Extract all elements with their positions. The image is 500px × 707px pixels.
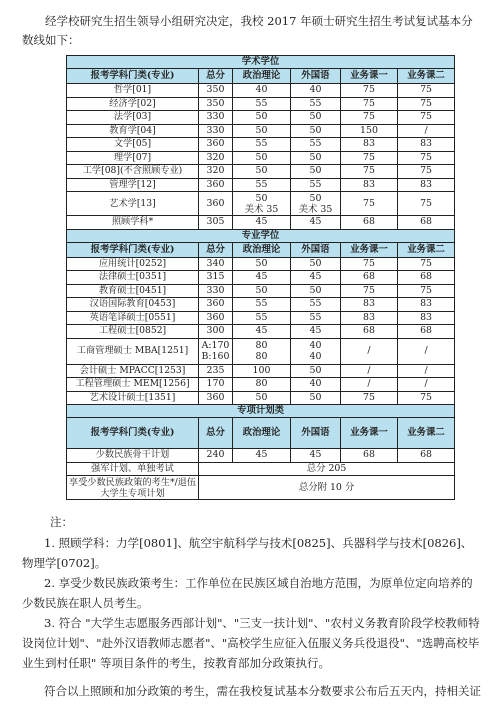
table-row	[67, 178, 455, 192]
table-cell: 360	[199, 391, 233, 405]
header-row	[67, 69, 455, 84]
table-cell: 50	[233, 257, 291, 271]
table-cell	[233, 192, 291, 216]
table-cell: 管理学[12]	[67, 178, 199, 192]
score-table	[66, 55, 455, 500]
table-cell: 55	[233, 298, 291, 312]
cell-line: 50	[309, 192, 322, 204]
table-cell: 45	[233, 449, 291, 463]
table-cell: /	[341, 338, 398, 364]
table-row	[67, 151, 455, 165]
table-cell: 45	[233, 271, 291, 285]
cell-line: A:170	[201, 340, 230, 351]
table-cell	[291, 192, 341, 216]
cell-line: B:160	[201, 351, 230, 362]
table-cell: 理学[07]	[67, 151, 199, 165]
table-cell: 40	[291, 84, 341, 98]
table-cell: 360	[199, 178, 233, 192]
table-cell: 业务课二	[398, 242, 455, 257]
table-cell: 45	[233, 325, 291, 339]
table-cell: 305	[199, 216, 233, 230]
table-cell: /	[398, 338, 455, 364]
table-cell: 55	[233, 97, 291, 111]
table-row	[67, 124, 455, 138]
table-cell: /	[398, 124, 455, 138]
table-cell: 50	[291, 151, 341, 165]
table-cell: 240	[199, 449, 233, 463]
table-cell: 教育学[04]	[67, 124, 199, 138]
table-cell: 68	[398, 216, 455, 230]
table-row	[67, 84, 455, 98]
table-cell: 业务课二	[398, 69, 455, 84]
table-cell: 50	[233, 284, 291, 298]
table-cell: 75	[398, 391, 455, 405]
table-cell: 45	[291, 271, 341, 285]
cell-line: 50	[255, 192, 268, 204]
table-cell: /	[398, 364, 455, 378]
table-cell: 业务课一	[341, 418, 398, 449]
table-cell: 55	[233, 311, 291, 325]
table-row	[67, 97, 455, 111]
table-cell: 83	[341, 311, 398, 325]
table-row	[67, 271, 455, 285]
table-cell: 专业学位	[67, 229, 455, 242]
table-cell: 80	[233, 378, 291, 392]
table-cell: 170	[199, 378, 233, 392]
table-cell: 教育硕士[0451]	[67, 284, 199, 298]
table-cell: 68	[398, 271, 455, 285]
table-cell: 报考学科门类(专业)	[67, 418, 199, 449]
cell-line: 40	[309, 351, 322, 362]
table-cell: 68	[341, 325, 398, 339]
header-row	[67, 242, 455, 257]
table-cell: 业务课一	[341, 69, 398, 84]
table-cell: 330	[199, 284, 233, 298]
table-cell: 235	[199, 364, 233, 378]
table-cell: 强军计划、单独考试	[67, 462, 199, 476]
cell-line: 80	[255, 340, 268, 351]
table-row	[67, 338, 455, 364]
table-cell: 外国语	[291, 418, 341, 449]
table-row	[67, 138, 455, 152]
table-cell: 报考学科门类(专业)	[67, 69, 199, 84]
table-cell: 75	[341, 111, 398, 125]
table-row	[67, 391, 455, 405]
note-1: 1. 照顾学科：力学[0801]、航空宇航科学与技术[0825]、兵器科学与技术[0826]、物理学[0702]。	[22, 536, 473, 570]
table-row	[67, 257, 455, 271]
table-cell: 340	[199, 257, 233, 271]
table-cell: 75	[341, 284, 398, 298]
table-cell: 照顾学科*	[67, 216, 199, 230]
table-cell: 政治理论	[233, 418, 291, 449]
table-cell: 75	[341, 97, 398, 111]
table-cell: 75	[341, 192, 398, 216]
table-cell: 会计硕士 MPACC[1253]	[67, 364, 199, 378]
table-cell: 哲学[01]	[67, 84, 199, 98]
table-row	[67, 165, 455, 179]
table-cell: 文学[05]	[67, 138, 199, 152]
table-cell: 68	[341, 216, 398, 230]
table-cell: 工程硕士[0852]	[67, 325, 199, 339]
table-cell: 68	[398, 325, 455, 339]
table-cell: 55	[291, 311, 341, 325]
table-cell: 100	[233, 364, 291, 378]
table-cell: 50	[291, 284, 341, 298]
table-row	[67, 325, 455, 339]
table-cell: 75	[398, 192, 455, 216]
table-cell: 55	[233, 178, 291, 192]
table-cell: 45	[291, 216, 341, 230]
table-cell: 55	[233, 138, 291, 152]
table-cell: 50	[233, 111, 291, 125]
table-cell: 75	[398, 257, 455, 271]
table-cell: 应用统计[0252]	[67, 257, 199, 271]
table-cell: 75	[398, 284, 455, 298]
table-cell: /	[341, 364, 398, 378]
table-row	[67, 462, 455, 476]
table-cell: 工程管理硕士 MEM[1256]	[67, 378, 199, 392]
table-cell: 经济学[02]	[67, 97, 199, 111]
table-cell: 83	[398, 138, 455, 152]
table-cell: 300	[199, 325, 233, 339]
table-cell: 83	[341, 298, 398, 312]
table-cell: 55	[291, 298, 341, 312]
table-cell: 艺术学[13]	[67, 192, 199, 216]
table-cell: 工学[08](不含照顾专业)	[67, 165, 199, 179]
table-row	[67, 476, 455, 500]
table-cell: 50	[291, 391, 341, 405]
table-cell: 政治理论	[233, 69, 291, 84]
table-cell: 360	[199, 138, 233, 152]
table-row	[67, 449, 455, 463]
table-row	[67, 111, 455, 125]
table-cell: 少数民族骨干计划	[67, 449, 199, 463]
table-cell: 总分 205	[199, 462, 455, 476]
table-cell: 75	[398, 97, 455, 111]
table-cell: 350	[199, 97, 233, 111]
table-cell: 外国语	[291, 242, 341, 257]
table-cell: 75	[341, 257, 398, 271]
table-cell: 50	[291, 165, 341, 179]
table-cell: 320	[199, 165, 233, 179]
table-cell: 360	[199, 311, 233, 325]
table-cell: 业务课一	[341, 242, 398, 257]
table-cell: 83	[398, 311, 455, 325]
table-cell: 总分	[199, 69, 233, 84]
section-row	[67, 405, 455, 418]
note-2: 2. 享受少数民族政策考生：工作单位在民族区域自治地方范围，为原单位定向培养的少数民族在职人员考生。	[22, 576, 473, 610]
cell-line: 40	[309, 340, 322, 351]
table-cell: 83	[398, 298, 455, 312]
table-row	[67, 364, 455, 378]
cell-line: 美术 35	[244, 203, 279, 215]
table-cell: 83	[341, 178, 398, 192]
table-cell: /	[341, 378, 398, 392]
table-cell: 50	[291, 111, 341, 125]
table-cell: 68	[341, 449, 398, 463]
table-cell: 320	[199, 151, 233, 165]
table-cell: 68	[398, 449, 455, 463]
table-cell: 360	[199, 192, 233, 216]
table-row	[67, 284, 455, 298]
intro-paragraph: 经学校研究生招生领导小组研究决定，我校 2017 年硕士研究生招生考试复试基本分数线如下：	[22, 14, 473, 47]
table-cell: /	[398, 378, 455, 392]
table-cell: 45	[291, 449, 341, 463]
table-cell: 报考学科门类(专业)	[67, 242, 199, 257]
table-cell: 法学[03]	[67, 111, 199, 125]
table-cell: 业务课二	[398, 418, 455, 449]
table-row	[67, 311, 455, 325]
table-cell: 50	[291, 257, 341, 271]
table-cell: 汉语国际教育[0453]	[67, 298, 199, 312]
table-cell	[291, 338, 341, 364]
table-cell: 专项计划类	[67, 405, 455, 418]
table-cell: 50	[233, 391, 291, 405]
table-cell: 艺术设计硕士[1351]	[67, 391, 199, 405]
table-row	[67, 216, 455, 230]
note-4: 符合以上照顾和加分政策的考生，需在我校复试基本分数要求公布后五天内，持相关证	[44, 684, 481, 698]
table-cell	[233, 338, 291, 364]
table-cell: 350	[199, 84, 233, 98]
table-cell: 55	[291, 97, 341, 111]
table-row	[67, 298, 455, 312]
table-cell: 50	[233, 151, 291, 165]
cell-line: 80	[255, 351, 268, 362]
table-cell: 50	[291, 364, 341, 378]
table-cell: 50	[291, 124, 341, 138]
table-cell: 55	[291, 178, 341, 192]
table-cell: 75	[341, 84, 398, 98]
table-cell: 政治理论	[233, 242, 291, 257]
note-3: 3. 符合 "大学生志愿服务西部计划"、"三支一扶计划"、"农村义务教育阶段学校教师特设岗位计划"、"赴外汉语教师志愿者"、"高校学生应征入伍服义务兵役退役"、"选聘高校毕业生到村任职" 等项目条件的考生，按教育部加分政策执行。	[22, 616, 480, 670]
header-row	[67, 418, 455, 449]
table-cell: 外国语	[291, 69, 341, 84]
table-cell: 工商管理硕士 MBA[1251]	[67, 338, 199, 364]
cell-line: 美术 35	[298, 203, 333, 215]
section-row	[67, 56, 455, 69]
table-cell: 75	[398, 84, 455, 98]
table-cell: 40	[291, 378, 341, 392]
table-cell: 83	[398, 178, 455, 192]
table-cell: 50	[233, 165, 291, 179]
table-cell: 330	[199, 124, 233, 138]
table-cell: 学术学位	[67, 56, 455, 69]
table-cell: 330	[199, 111, 233, 125]
table-cell: 总分	[199, 418, 233, 449]
table-cell: 55	[291, 138, 341, 152]
table-cell: 总分	[199, 242, 233, 257]
table-cell: 68	[341, 271, 398, 285]
table-cell: 150	[341, 124, 398, 138]
table-cell: 45	[291, 325, 341, 339]
table-row	[67, 192, 455, 216]
table-cell: 45	[233, 216, 291, 230]
table-cell: 50	[233, 124, 291, 138]
table-cell: 75	[398, 151, 455, 165]
table-cell: 英语笔译硕士[0551]	[67, 311, 199, 325]
table-cell: 75	[341, 165, 398, 179]
table-cell: 75	[398, 165, 455, 179]
table-cell: 法律硕士[0351]	[67, 271, 199, 285]
table-cell	[199, 338, 233, 364]
table-row	[67, 378, 455, 392]
section-row	[67, 229, 455, 242]
table-cell: 40	[233, 84, 291, 98]
table-cell: 315	[199, 271, 233, 285]
table-cell: 360	[199, 298, 233, 312]
table-cell: 总分附 10 分	[199, 476, 455, 500]
table-cell: 享受少数民族政策的考生*/退伍大学生专项计划	[67, 476, 199, 500]
table-cell: 83	[341, 138, 398, 152]
table-cell: 75	[341, 391, 398, 405]
table-cell: 75	[398, 111, 455, 125]
notes-heading: 注：	[50, 515, 73, 529]
table-cell: 75	[341, 151, 398, 165]
